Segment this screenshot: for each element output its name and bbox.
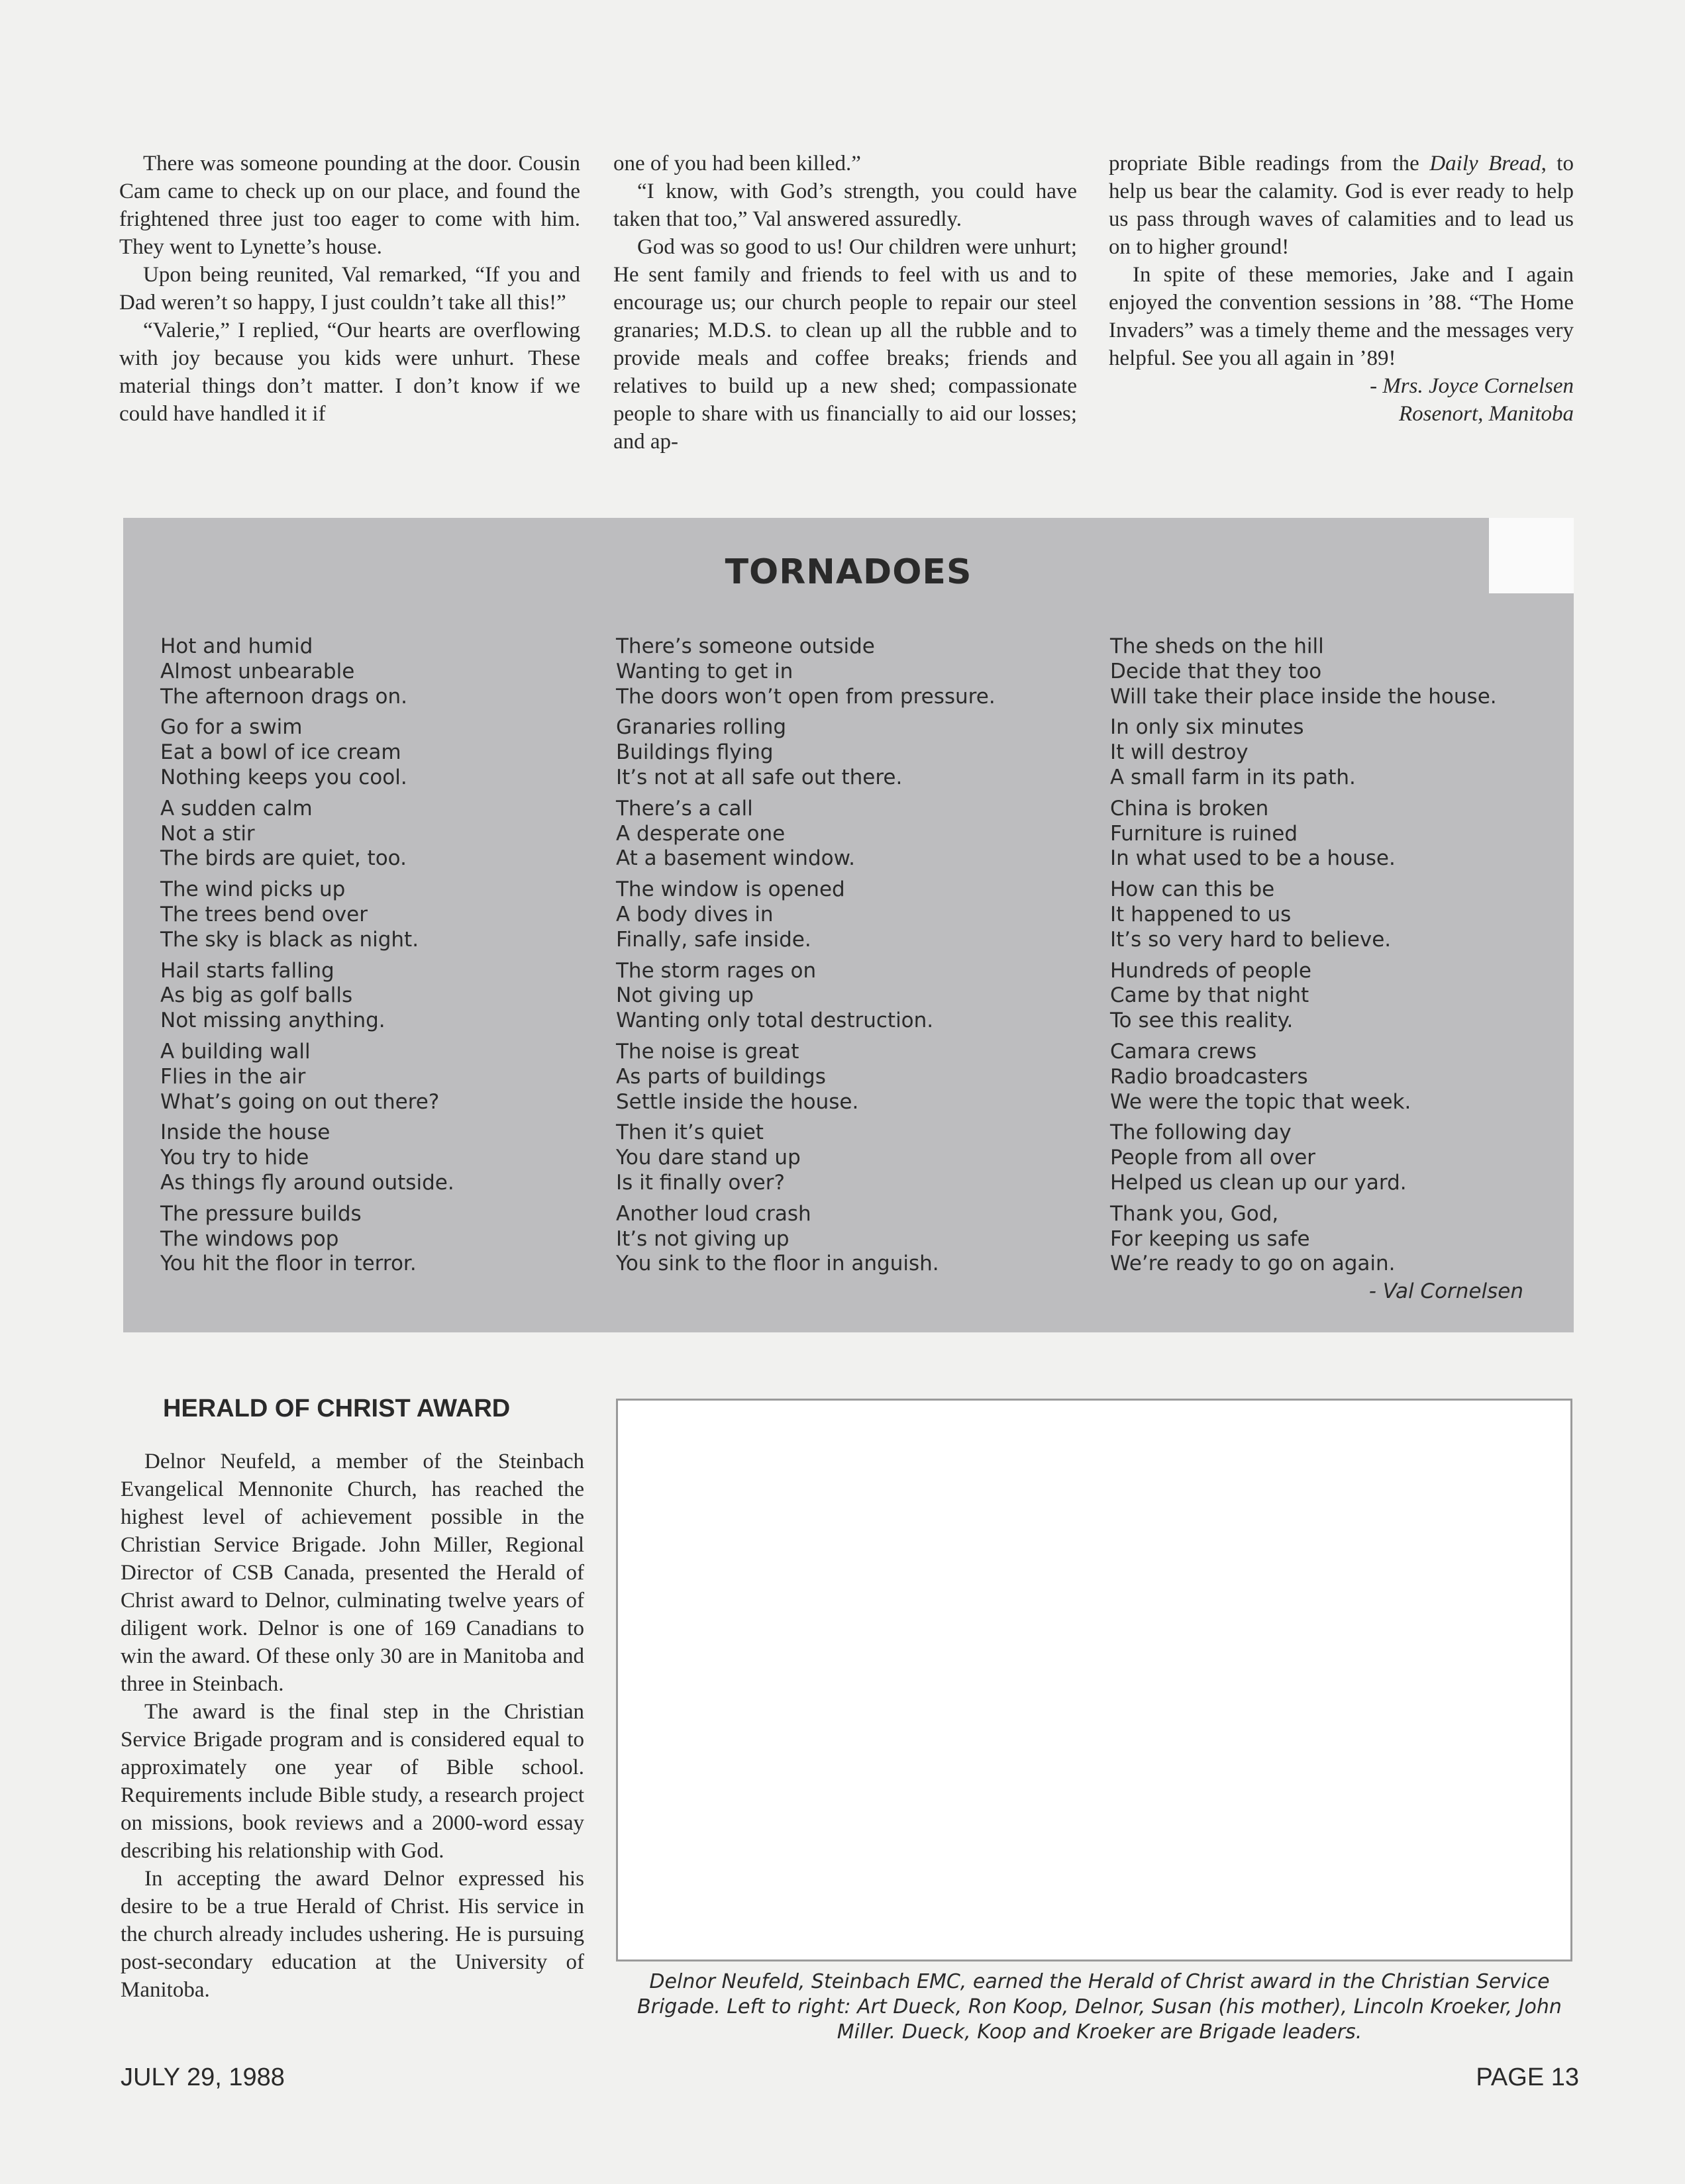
poem-line: Nothing keeps you cool. [160,765,407,789]
poem-line: Decide that they too [1110,659,1322,683]
poem-line: Furniture is ruined [1110,821,1298,846]
poem-line: As big as golf balls [160,983,353,1008]
poem-stanza [160,877,454,952]
award-heading: HERALD OF CHRIST AWARD [163,1395,511,1422]
signature-name: - Mrs. Joyce Cornelsen [1370,374,1574,398]
poem-line: Radio broadcasters [1110,1064,1308,1089]
poem-stanza [616,1120,996,1195]
poem-line: It happened to us [1110,902,1292,926]
award-paragraph: The award is the final step in the Christian Service Brigade program and is considered equal to approximately one year of Bible school. Requirements include Bible study, a research project on missions, book reviews and a 2000-word essay describing his relationship with God. [121,1700,584,1863]
poem-line: Then it’s quiet [616,1120,764,1145]
poem-line: Wanting only total destruction. [616,1009,934,1033]
poem-line: As parts of buildings [616,1064,826,1089]
poem-line: Granaries rolling [616,715,787,740]
poem-line: Hail starts falling [160,958,334,983]
photo-caption: Delnor Neufeld, Steinbach EMC, earned the Herald of Christ award in the Christian Service Brigade. Left to right: Art Dueck, Ron Koop, Delnor, Susan (his mother), Lincoln Kroeker, John Miller. Dueck, Koop and Kroeker are Brigade leaders. [637,1970,1562,2044]
poem-line: It’s not at all safe out there. [616,765,903,789]
poem-line: The doors won’t open from pressure. [616,684,996,709]
page-number: PAGE 13 [1476,2063,1579,2091]
poem-panel [123,518,1574,1332]
poem-stanza [160,715,454,790]
poem-line: Go for a swim [160,715,303,740]
text-run: propriate Bible readings from the [1109,152,1430,175]
article-paragraph: one of you had been killed.” [613,152,861,175]
poem-title: TORNADOES [725,552,972,592]
poem-line: Thank you, God, [1110,1201,1279,1226]
article-paragraph: In spite of these memories, Jake and I again enjoyed the convention sessions in ’88. “The Home Invaders” was a timely theme and the messages very helpful. See you all again in ’89! [1109,263,1574,370]
poem-line: The windows pop [160,1226,339,1251]
poem-line: The pressure builds [160,1201,362,1226]
poem-stanza [1110,959,1497,1034]
poem-line: A body dives in [616,902,774,926]
poem-stanza [1110,1202,1497,1277]
poem-stanza [1110,797,1497,871]
poem-line: The noise is great [616,1039,799,1064]
poem-line: Almost unbearable [160,659,355,683]
poem-line: Not a stir [160,821,255,846]
article-paragraph: God was so good to us! Our children were unhurt; He sent family and friends to feel with us and to encourage us; our church people to repair our steel granaries; M.D.S. to clean up all the rubble and to provide meals and coffee breaks; friends and relatives to build up a new shed; compassionate people to share with us financially to aid our losses; and ap- [613,235,1077,454]
poem-stanza [1110,877,1497,952]
poem-line: A building wall [160,1039,311,1064]
article-column-1 [119,150,580,428]
poem-stanza [616,1040,996,1115]
poem-line: We were the topic that week. [1110,1089,1411,1114]
poem-line: What’s going on out there? [160,1089,440,1114]
poem-line: Is it finally over? [616,1170,785,1195]
poem-stanza [160,1040,454,1115]
poem-stanza [160,959,454,1034]
poem-line: You sink to the floor in anguish. [616,1252,939,1276]
poem-line: We’re ready to go on again. [1110,1252,1396,1276]
poem-line: Buildings flying [616,740,774,765]
poem-stanza [616,877,996,952]
poem-stanza [160,1120,454,1195]
article-paragraph: Upon being reunited, Val remarked, “If you and Dad weren’t so happy, I just couldn’t take all this!” [119,263,580,315]
poem-line: Not missing anything. [160,1009,385,1033]
poem-line: A small farm in its path. [1110,765,1356,789]
text-run: , to help us bear the calamity. God is ever ready to help us pass through waves of calamities and to lead us on to higher ground! [1109,152,1574,259]
poem-line: Finally, safe inside. [616,927,811,952]
poem-line: The window is opened [616,877,845,902]
poem-line: Inside the house [160,1120,331,1145]
poem-line: Hot and humid [160,634,313,658]
poem-stanza [1110,715,1497,790]
poem-stanza [616,797,996,871]
poem-stanza [160,634,454,709]
poem-line: For keeping us safe [1110,1226,1310,1251]
poem-line: Hundreds of people [1110,958,1311,983]
poem-stanza [616,715,996,790]
award-paragraph: In accepting the award Delnor expressed his desire to be a true Herald of Christ. His service in the church already includes ushering. He is pursuing post-secondary education at the University of Manitoba. [121,1867,584,2002]
poem-line: You hit the floor in terror. [160,1252,417,1276]
poem-line: A desperate one [616,821,786,846]
poem-stanza [616,959,996,1034]
poem-stanza [1110,1040,1497,1115]
poem-line: In what used to be a house. [1110,846,1396,871]
article-paragraph [1109,150,1574,261]
signature-place: Rosenort, Manitoba [1399,402,1574,426]
article-paragraph: “Valerie,” I replied, “Our hearts are overflowing with joy because you kids were unhurt. These material things don’t matter. I don’t know if we could have handled it if [119,319,580,426]
poem-line: A sudden calm [160,796,313,820]
poem-line: The following day [1110,1120,1292,1145]
poem-column-2 [616,634,996,1283]
poem-stanza [616,1202,996,1277]
poem-line: The trees bend over [160,902,368,926]
poem-stanza [1110,1120,1497,1195]
poem-line: Came by that night [1110,983,1309,1008]
award-article [121,1448,584,2004]
poem-column-3 [1110,634,1497,1283]
poem-line: The sheds on the hill [1110,634,1324,658]
poem-line: There’s someone outside [616,634,875,658]
poem-stanza [616,634,996,709]
poem-line: The birds are quiet, too. [160,846,407,871]
poem-line: Another loud crash [616,1201,811,1226]
poem-line: You dare stand up [616,1146,801,1170]
poem-line: Will take their place inside the house. [1110,684,1497,709]
poem-line: Helped us clean up our yard. [1110,1170,1407,1195]
poem-line: As things fly around outside. [160,1170,454,1195]
poem-line: Eat a bowl of ice cream [160,740,401,765]
poem-line: At a basement window. [616,846,855,871]
poem-line: Camara crews [1110,1039,1257,1064]
poem-line: Wanting to get in [616,659,793,683]
poem-line: Settle inside the house. [616,1089,859,1114]
poem-line: The afternoon drags on. [160,684,407,709]
poem-line: China is broken [1110,796,1269,820]
poem-line: To see this reality. [1110,1009,1294,1033]
poem-line: The wind picks up [160,877,346,902]
poem-line: You try to hide [160,1146,309,1170]
poem-column-1 [160,634,454,1283]
poem-line: People from all over [1110,1146,1316,1170]
poem-line: There’s a call [616,796,753,820]
poem-line: The storm rages on [616,958,817,983]
article-paragraph: “I know, with God’s strength, you could have taken that too,” Val answered assuredly. [613,179,1077,231]
poem-line: It will destroy [1110,740,1249,765]
footer-date: JULY 29, 1988 [121,2063,285,2091]
poem-line: Flies in the air [160,1064,306,1089]
poem-stanza [1110,634,1497,709]
photo-placeholder [616,1399,1572,1961]
poem-line: The sky is black as night. [160,927,419,952]
poem-line: It’s so very hard to believe. [1110,927,1392,952]
poem-line: How can this be [1110,877,1275,902]
article-column-3 [1109,150,1574,428]
poem-stanza [160,797,454,871]
poem-line: It’s not giving up [616,1226,790,1251]
article-column-2 [613,150,1077,456]
award-paragraph: Delnor Neufeld, a member of the Steinbach Evangelical Mennonite Church, has reached the highest level of achievement possible in the Christian Service Brigade. John Miller, Regional Director of CSB Canada, presented the Herald of Christ award to Delnor, culminating twelve years of diligent work. Delnor is one of 169 Canadians to win the award. Of these only 30 are in Manitoba and three in Steinbach. [121,1450,584,1696]
poem-author: - Val Cornelsen [1368,1279,1523,1303]
article-paragraph: There was someone pounding at the door. Cousin Cam came to check up on our place, and found the frightened three just too eager to come with him. They went to Lynette’s house. [119,152,580,259]
book-title: Daily Bread [1429,152,1541,175]
poem-line: In only six minutes [1110,715,1304,740]
poem-line: Not giving up [616,983,754,1008]
poem-stanza [160,1202,454,1277]
